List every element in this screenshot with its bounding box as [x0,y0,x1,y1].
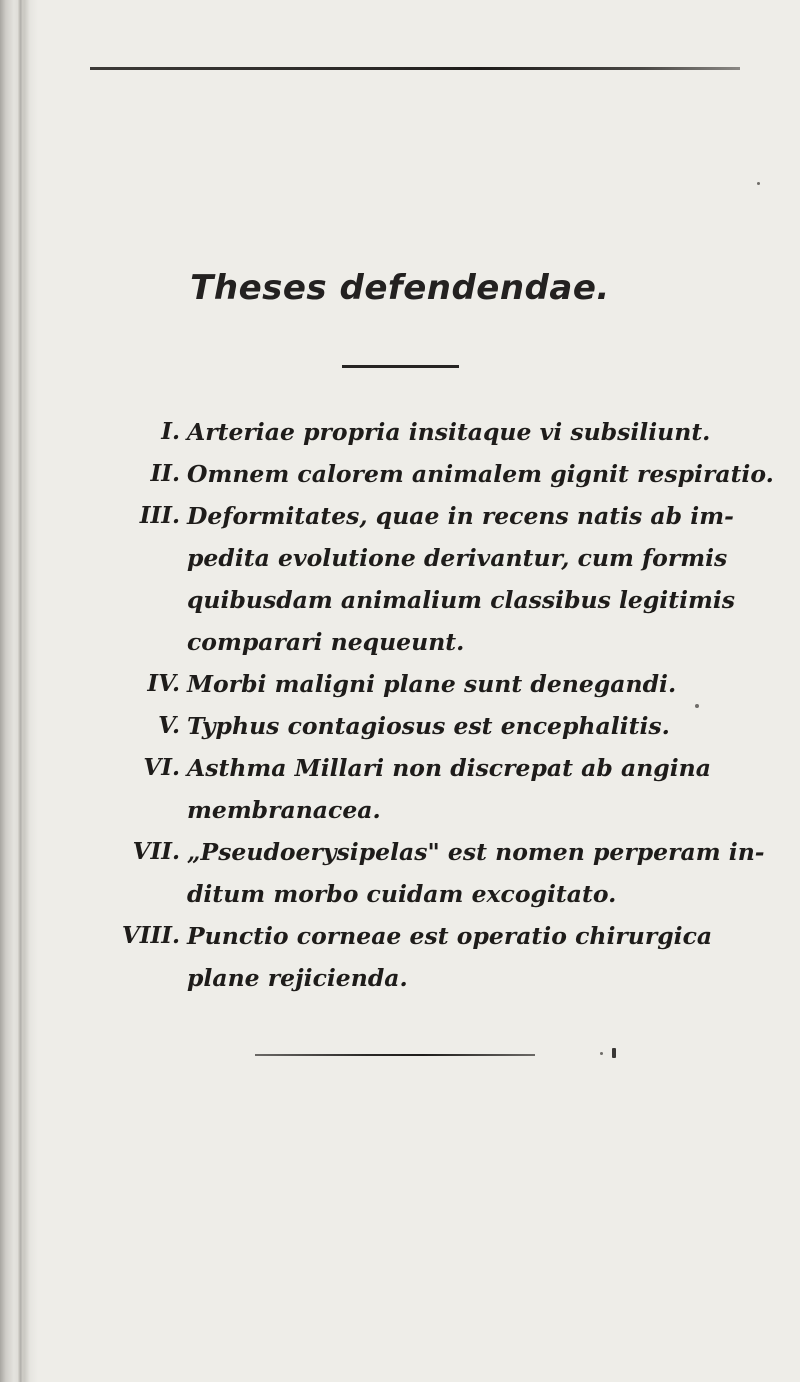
thesis-line: comparari nequeunt. [187,628,465,656]
page-title: Theses defendendae. [190,268,610,308]
thesis-numeral: I. [161,418,180,445]
thesis-line: Arteriae propria insitaque vi subsiliunt. [187,418,711,446]
page-binding-edge [0,0,38,1382]
thesis-line: ditum morbo cuidam excogitato. [187,880,617,908]
thesis-line: Punctio corneae est operatio chirurgica [187,922,713,950]
thesis-numeral: VIII. [121,922,180,949]
binding-crease [18,0,23,1382]
thesis-line: Deformitates, quae in recens natis ab im- [187,502,734,530]
thesis-numeral: VII. [132,838,180,865]
thesis-line: Asthma Millari non discrepat ab angina [187,754,711,782]
thesis-numeral: IV. [147,670,180,697]
thesis-line: „Pseudoerysipelas" est nomen perperam in- [187,838,765,866]
thesis-numeral: III. [139,502,180,529]
thesis-line: pedita evolutione derivantur, cum formis [187,544,728,572]
thesis-line: quibusdam animalium classibus legitimis [187,586,736,614]
thesis-line: Omnem calorem animalem gignit respiratio. [187,460,774,488]
thesis-line: plane rejicienda. [187,964,408,992]
print-speck [695,704,699,708]
thesis-numeral: VI. [143,754,180,781]
thesis-line: membranacea. [187,796,381,824]
title-rule [342,365,459,368]
print-speck [600,1052,603,1055]
bottom-rule [255,1054,535,1056]
thesis-line: Morbi maligni plane sunt denegandi. [187,670,677,698]
thesis-numeral: II. [150,460,180,487]
print-speck [757,182,760,185]
top-rule [90,67,740,70]
thesis-numeral: V. [158,712,180,739]
print-speck [612,1048,616,1058]
thesis-line: Typhus contagiosus est encephalitis. [187,712,670,740]
